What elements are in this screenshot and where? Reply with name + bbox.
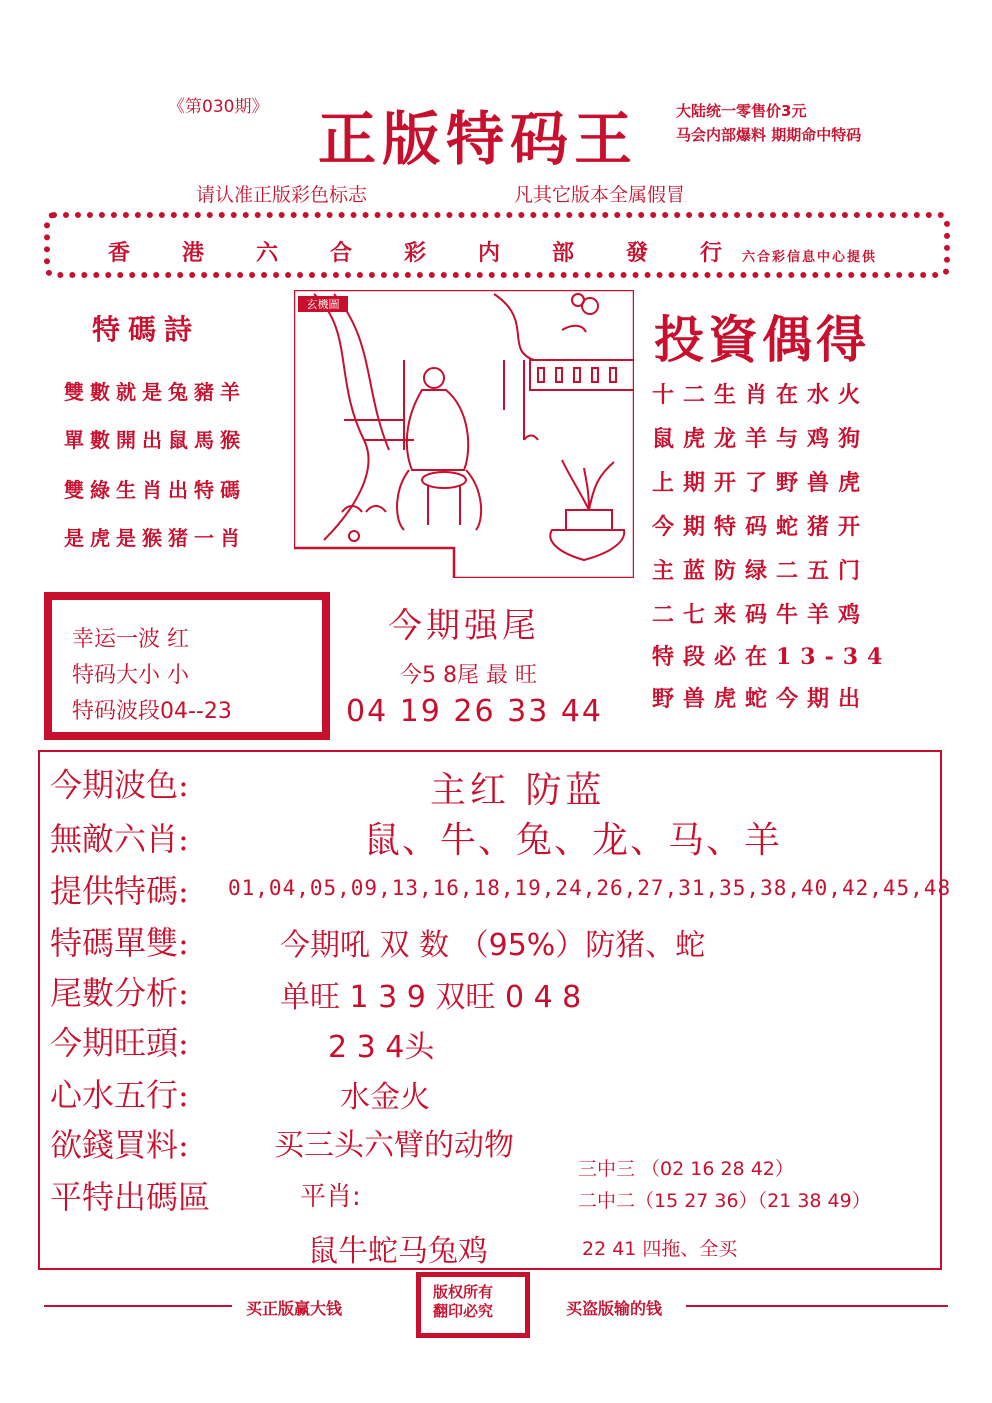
counterfeit-note: 凡其它版本全属假冒 bbox=[514, 184, 686, 206]
label-six-zodiac: 無敵六肖: bbox=[50, 820, 189, 858]
label-element: 心水五行: bbox=[50, 1076, 189, 1114]
invest-line: 野兽虎蛇今期出 bbox=[652, 686, 870, 712]
poem-line: 雙綠生肖出特碼 bbox=[64, 478, 246, 502]
luck-line: 特码大小 小 bbox=[72, 663, 189, 688]
label-codes: 提供特碼: bbox=[50, 872, 189, 910]
strong-tail-title: 今期强尾 bbox=[388, 606, 540, 646]
odd-even-value: 今期吼 双 数 （95%）防猪、蛇 bbox=[280, 928, 706, 963]
tagline: 马会内部爆料 期期命中特码 bbox=[676, 126, 862, 144]
copyright-line: 版权所有 bbox=[433, 1283, 494, 1301]
six-zodiac-value: 鼠、牛、兔、龙、马、羊 bbox=[364, 820, 783, 861]
poem-title: 特碼詩 bbox=[92, 313, 201, 346]
copyright-line: 翻印必究 bbox=[433, 1302, 494, 1320]
illustration bbox=[294, 290, 634, 578]
luck-line: 特码波段04--23 bbox=[72, 699, 232, 724]
label-flat: 平特出碼區 bbox=[50, 1178, 211, 1216]
label-wave: 今期波色: bbox=[50, 766, 189, 804]
luck-line: 幸运一波 红 bbox=[72, 627, 189, 652]
copyright-box bbox=[416, 1272, 530, 1338]
strong-tail-text: 今5 8尾 最 旺 bbox=[400, 663, 537, 688]
authenticity-note: 请认准正版彩色标志 bbox=[196, 184, 368, 206]
flat-zodiac-value: 鼠牛蛇马兔鸡 bbox=[308, 1234, 488, 1269]
invest-line: 十二生肖在水火 bbox=[652, 382, 870, 408]
buy-value: 买三头六臂的动物 bbox=[274, 1128, 514, 1163]
issue-number: 《第030期》 bbox=[168, 97, 269, 117]
invest-line: 今期特码蛇猪开 bbox=[652, 514, 870, 540]
footer-right-text: 买盗版输的钱 bbox=[566, 1299, 663, 1318]
label-tail: 尾數分析: bbox=[50, 974, 189, 1012]
footer-divider bbox=[686, 1305, 948, 1307]
poem-line: 單數開出鼠馬猴 bbox=[64, 428, 246, 452]
invest-line: 特段必在13-34 bbox=[652, 644, 892, 670]
combo-two: 二中二（15 27 36）（21 38 49） bbox=[578, 1190, 871, 1212]
footer-divider bbox=[44, 1305, 232, 1307]
label-head: 今期旺頭: bbox=[50, 1024, 189, 1062]
poem-line: 雙數就是兔豬羊 bbox=[64, 380, 246, 404]
invest-line: 鼠虎龙羊与鸡狗 bbox=[652, 426, 870, 452]
tail-value: 单旺 1 3 9 双旺 0 4 8 bbox=[280, 980, 582, 1015]
provider-text: 六合彩信息中心提供 bbox=[742, 250, 878, 265]
label-buy: 欲錢買料: bbox=[50, 1126, 189, 1164]
wave-value: 主红 防蓝 bbox=[430, 770, 606, 811]
invest-line: 二七来码牛羊鸡 bbox=[652, 602, 870, 628]
codes-value: 01,04,05,09,13,16,18,19,24,26,27,31,35,38,40,42,45,48 bbox=[228, 876, 952, 900]
poem-line: 是虎是猴猪一肖 bbox=[64, 526, 246, 550]
invest-line: 上期开了野兽虎 bbox=[652, 470, 870, 496]
flat-zodiac-label: 平肖: bbox=[300, 1182, 361, 1212]
head-value: 2 3 4头 bbox=[328, 1030, 435, 1065]
footer-left-text: 买正版赢大钱 bbox=[246, 1299, 343, 1318]
illustration-stamp: 玄機圖 bbox=[306, 298, 340, 311]
price-note: 大陆统一零售价3元 bbox=[676, 102, 807, 120]
invest-title: 投資偶得 bbox=[654, 310, 870, 369]
combo-three: 三中三 （02 16 28 42） bbox=[578, 1158, 794, 1180]
page-title: 正版特码王 bbox=[318, 105, 639, 173]
label-odd-even: 特碼單雙: bbox=[50, 924, 189, 962]
element-value: 水金火 bbox=[340, 1080, 430, 1115]
invest-line: 主蓝防绿二五门 bbox=[652, 558, 870, 584]
issuer-text: 香港六合彩内部發行 bbox=[108, 240, 775, 266]
strong-tail-numbers: 04 19 26 33 44 bbox=[346, 694, 604, 729]
combo-drag: 22 41 四拖、全买 bbox=[582, 1238, 738, 1260]
